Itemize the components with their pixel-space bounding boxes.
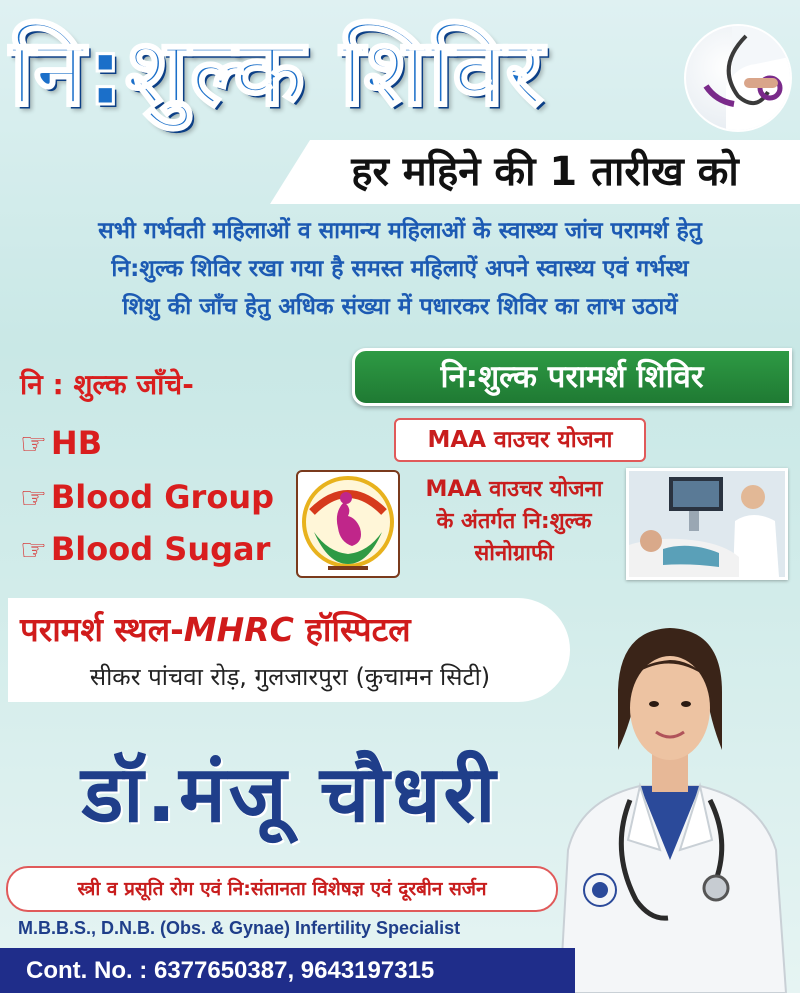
maa-voucher-badge: MAA वाउचर योजना [394, 418, 646, 462]
doctor-speciality: स्त्री व प्रसूति रोग एवं नि:संतानता विशेषज्ञ एवं दूरबीन सर्जन [77, 878, 487, 900]
doctor-qualification: M.B.B.S., D.N.B. (Obs. & Gynae) Infertility Specialist [18, 918, 461, 938]
test-item-blood-sugar [20, 530, 270, 568]
description-line: नि:शुल्क शिविर रखा गया है समस्त महिलाऐं अपने स्वास्थ्य एवं गर्भस्थ [111, 256, 689, 282]
test-label: Blood Group [50, 478, 274, 516]
pointing-hand-icon: ☞ [20, 481, 47, 516]
doctor-portrait [540, 600, 800, 993]
voucher-description [400, 474, 628, 570]
test-label: Blood Sugar [50, 530, 271, 568]
contact-numbers: Cont. No. : 6377650387, 9643197315 [26, 957, 435, 984]
voucher-line: सोनोग्राफी [474, 541, 554, 566]
maa-scheme-logo [296, 470, 400, 578]
test-item-blood-group [20, 478, 274, 516]
test-item-hb [20, 424, 102, 462]
camp-schedule: हर महिने की 1 तारीख को [351, 149, 739, 195]
venue-suffix: हॉस्पिटल [293, 610, 411, 649]
pointing-hand-icon: ☞ [20, 533, 47, 568]
venue-hospital-name: MHRC [183, 610, 294, 649]
venue-address: सीकर पांचवा रोड़, गुलजारपुरा (कुचामन सिटी) [89, 663, 491, 691]
test-label: HB [50, 424, 103, 462]
doctor-name: डॉ.मंजू चौधरी [81, 750, 499, 840]
voucher-line: के अंतर्गत नि:शुल्क [436, 509, 592, 534]
voucher-line: MAA वाउचर योजना [425, 477, 603, 502]
stethoscope-photo [684, 24, 792, 132]
free-tests-heading: नि : शुल्क जाँचे- [20, 368, 194, 401]
sonography-photo [626, 468, 788, 580]
pointing-hand-icon: ☞ [20, 427, 47, 462]
consultation-camp-banner: नि:शुल्क परामर्श शिविर [352, 348, 792, 406]
venue-title [20, 606, 560, 651]
camp-description [20, 212, 780, 326]
venue-prefix: परामर्श स्थल- [20, 610, 184, 649]
description-line: शिशु की जाँच हेतु अधिक संख्या में पधारकर शिविर का लाभ उठायें [122, 294, 678, 320]
camp-title: नि:शुल्क शिविर [10, 19, 546, 126]
description-line: सभी गर्भवती महिलाओं व सामान्य महिलाओं के स्वास्थ्य जांच परामर्श हेतु [98, 218, 702, 244]
